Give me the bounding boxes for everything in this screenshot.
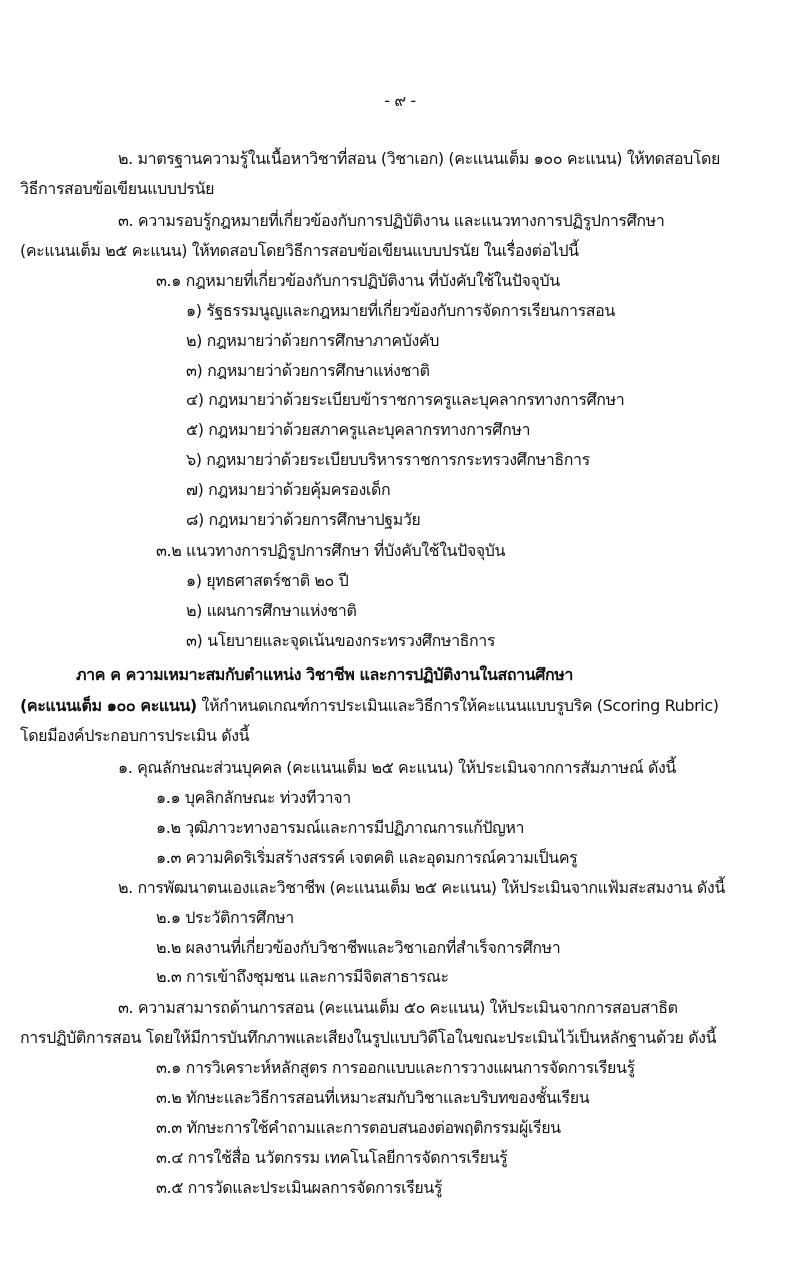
list-item: ๑.๒ วุฒิภาวะทางอารมณ์และการมีปฏิภาณการแก้ปัญหา <box>156 818 525 837</box>
text-line <box>20 695 719 717</box>
list-item: ๓) กฎหมายว่าด้วยการศึกษาแห่งชาติ <box>186 361 430 380</box>
list-item: ๓) นโยบายและจุดเน้นของกระทรวงศึกษาธิการ <box>186 631 496 650</box>
list-item: ๒.๓ การเข้าถึงชุมชน และการมีจิตสาธารณะ <box>156 967 449 986</box>
list-item: ๔) กฎหมายว่าด้วยระเบียบข้าราชการครูและบุคลากรทางการศึกษา <box>186 390 625 409</box>
text-line: ๓. ความรอบรู้กฎหมายที่เกี่ยวข้องกับการปฏิบัติงาน และแนวทางการปฏิรูปการศึกษา <box>118 211 665 230</box>
list-item: ๓.๑ การวิเคราะห์หลักสูตร การออกแบบและการวางแผนการจัดการเรียนรู้ <box>156 1058 635 1077</box>
section-heading: ภาค ค ความเหมาะสมกับตำแหน่ง วิชาชีพ และการปฏิบัติงานในสถานศึกษา <box>76 665 574 684</box>
list-item: ๓.๓ ทักษะการใช้คำถามและการตอบสนองต่อพฤติกรรมผู้เรียน <box>156 1118 561 1137</box>
list-item: ๒) แผนการศึกษาแห่งชาติ <box>186 601 357 620</box>
list-item: ๑.๓ ความคิดริเริ่มสร้างสรรค์ เจตคติ และอุดมการณ์ความเป็นครู <box>156 848 578 867</box>
text-line: ๑. คุณลักษณะส่วนบุคคล (คะแนนเต็ม ๒๕ คะแนน) ให้ประเมินจากการสัมภาษณ์ ดังนี้ <box>118 758 676 777</box>
text-line: ๓.๑ กฎหมายที่เกี่ยวข้องกับการปฏิบัติงาน ที่บังคับใช้ในปัจจุบัน <box>156 271 560 290</box>
list-item: ๕) กฎหมายว่าด้วยสภาครูและบุคลากรทางการศึกษา <box>186 420 531 439</box>
score-total: (คะแนนเต็ม ๑๐๐ คะแนน) <box>20 696 197 715</box>
list-item: ๑) ยุทธศาสตร์ชาติ ๒๐ ปี <box>186 571 349 590</box>
text-line: โดยมีองค์ประกอบการประเมิน ดังนี้ <box>20 726 250 745</box>
text-line: ๒. การพัฒนาตนเองและวิชาชีพ (คะแนนเต็ม ๒๕ คะแนน) ให้ประเมินจากแฟ้มสะสมงาน ดังนี้ <box>118 878 725 897</box>
text-line: การปฏิบัติการสอน โดยให้มีการบันทึกภาพและเสียงในรูปแบบวิดีโอในขณะประเมินไว้เป็นหลักฐานด้วย ดังนี้ <box>20 1028 717 1047</box>
page-number: - ๙ - <box>384 91 416 110</box>
list-item: ๖) กฎหมายว่าด้วยระเบียบบริหารราชการกระทรวงศึกษาธิการ <box>186 450 590 469</box>
list-item: ๓.๒ ทักษะและวิธีการสอนที่เหมาะสมกับวิชาและบริบทของชั้นเรียน <box>156 1088 590 1107</box>
text-line: วิธีการสอบข้อเขียนแบบปรนัย <box>20 179 215 198</box>
text-line: ๓. ความสามารถด้านการสอน (คะแนนเต็ม ๕๐ คะแนน) ให้ประเมินจากการสอบสาธิต <box>118 998 678 1017</box>
list-item: ๑) รัฐธรรมนูญและกฎหมายที่เกี่ยวข้องกับการจัดการเรียนการสอน <box>186 301 615 320</box>
list-item: ๓.๕ การวัดและประเมินผลการจัดการเรียนรู้ <box>156 1178 443 1197</box>
list-item: ๘) กฎหมายว่าด้วยการศึกษาปฐมวัย <box>186 510 421 529</box>
text-line: ๓.๒ แนวทางการปฏิรูปการศึกษา ที่บังคับใช้ในปัจจุบัน <box>156 541 506 560</box>
list-item: ๒.๒ ผลงานที่เกี่ยวข้องกับวิชาชีพและวิชาเอกที่สำเร็จการศึกษา <box>156 938 561 957</box>
text-line: ๒. มาตรฐานความรู้ในเนื้อหาวิชาที่สอน (วิชาเอก) (คะแนนเต็ม ๑๐๐ คะแนน) ให้ทดสอบโดย <box>118 149 721 168</box>
text-fragment: ให้กำหนดเกณฑ์การประเมินและวิธีการให้คะแนนแบบรูบริค (Scoring Rubric) <box>196 696 719 715</box>
list-item: ๗) กฎหมายว่าด้วยคุ้มครองเด็ก <box>186 480 391 499</box>
list-item: ๑.๑ บุคลิกลักษณะ ท่วงทีวาจา <box>156 788 351 807</box>
list-item: ๓.๔ การใช้สื่อ นวัตกรรม เทคโนโลยีการจัดการเรียนรู้ <box>156 1148 508 1167</box>
list-item: ๒) กฎหมายว่าด้วยการศึกษาภาคบังคับ <box>186 331 439 350</box>
text-line: (คะแนนเต็ม ๒๕ คะแนน) ให้ทดสอบโดยวิธีการสอบข้อเขียนแบบปรนัย ในเรื่องต่อไปนี้ <box>20 241 579 260</box>
list-item: ๒.๑ ประวัติการศึกษา <box>156 908 294 927</box>
